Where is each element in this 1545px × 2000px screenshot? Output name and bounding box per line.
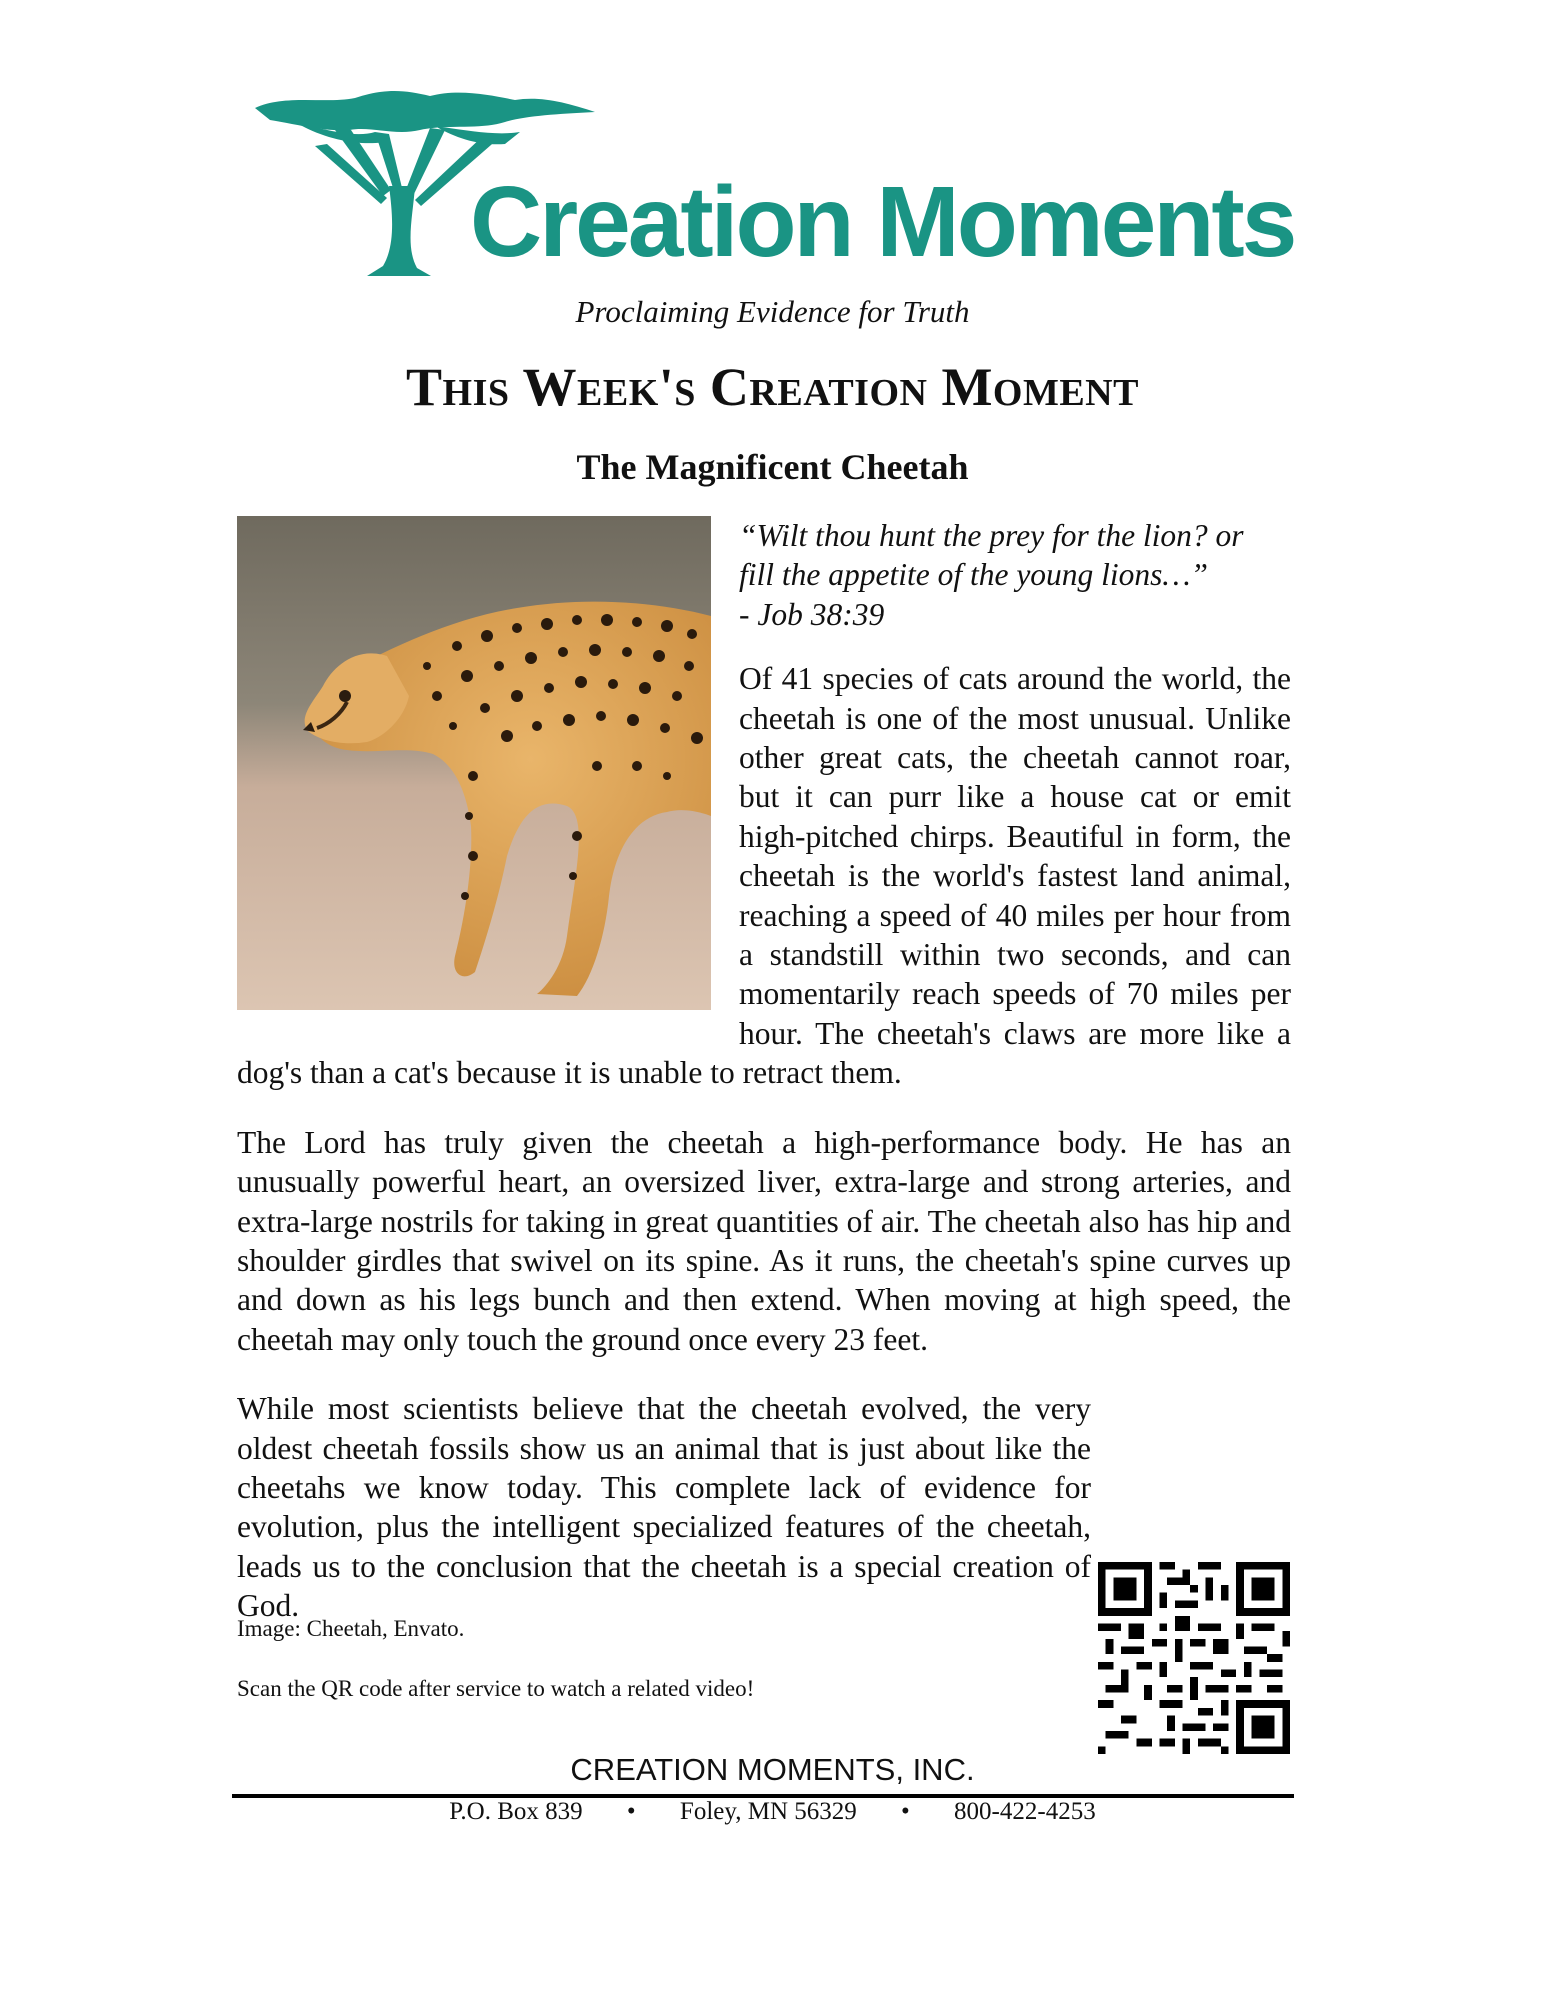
footer-separator: • bbox=[626, 1798, 636, 1825]
quote-reference: - Job 38:39 bbox=[739, 596, 885, 632]
tagline: Proclaiming Evidence for Truth bbox=[575, 294, 970, 329]
cheetah-photo bbox=[237, 516, 711, 1010]
image-credit: Image: Cheetah, Envato. bbox=[237, 1616, 465, 1641]
paragraph-2: The Lord has truly given the cheetah a high-performance body. He has an unusually powerful heart, an oversized liver, extra-large and strong arteries, and extra-large nostrils for taking in great quantities of air. The cheetah also has hip and shoulder girdles that swivel on its spine. As it runs, the cheetah's spine curves up and down as his legs bunch and then extend. When moving at high speed, the cheetah may only touch the ground once every 23 feet. bbox=[237, 1124, 1291, 1357]
footer-separator: • bbox=[901, 1798, 910, 1825]
footer-city: Foley, MN 56329 bbox=[679, 1798, 857, 1825]
paragraph-3: While most scientists believe that the cheetah evolved, the very oldest cheetah fossils show us an animal that is just about like the cheetahs we know today. This complete lack of evidence for evolution, plus the intelligent specialized features of the cheetah, leads us to the conclusion that the cheetah is a special creation of God. bbox=[237, 1391, 1091, 1624]
footer-po-box: P.O. Box 839 bbox=[449, 1798, 583, 1825]
page-heading: This Week's Creation Moment bbox=[406, 357, 1139, 417]
quote-line-1: “Wilt thou hunt the prey for the lion? or bbox=[739, 518, 1244, 553]
article-body bbox=[237, 516, 1291, 1656]
article-title: The Magnificent Cheetah bbox=[576, 447, 969, 487]
footer-company: CREATION MOMENTS, INC. bbox=[570, 1752, 975, 1787]
qr-code-icon[interactable] bbox=[1098, 1562, 1290, 1754]
paragraph-1: Of 41 species of cats around the world, the cheetah is one of the most unusual. Unlike other great cats, the cheetah cannot roar, but it can purr like a house cat or emit high-pitched chirps. Beautiful in form, the cheetah is the world's fastest land animal, reaching a speed of 40 miles per hour from a standstill within two seconds, and can momentarily reach speeds of 70 miles per hour. The cheetah's claws are more like a dog's than a cat's because it is unable to retract them. bbox=[237, 661, 1291, 1091]
scan-note: Scan the QR code after service to watch a related video! bbox=[237, 1676, 755, 1701]
footer-address bbox=[0, 1798, 1545, 1826]
footer-phone: 800-422-4253 bbox=[954, 1798, 1096, 1825]
brand-name: Creation Moments bbox=[470, 166, 1295, 278]
quote-line-2: fill the appetite of the young lions…” bbox=[739, 557, 1208, 593]
